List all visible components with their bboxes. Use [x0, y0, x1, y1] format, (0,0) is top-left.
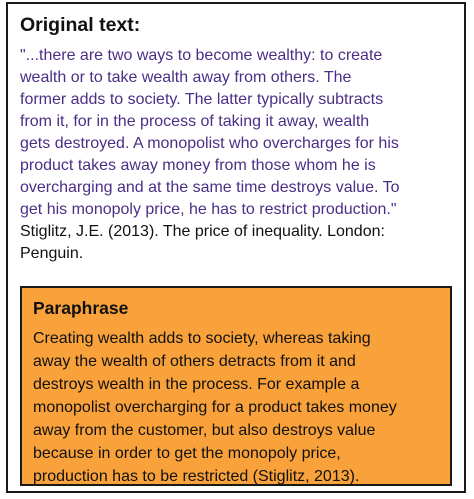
quote-line: get his monopoly price, he has to restrict production." — [20, 201, 397, 218]
paraphrase-panel — [20, 286, 452, 486]
original-quote-block — [20, 45, 399, 265]
paraphrase-line: monopolist overcharging for a product takes money — [33, 399, 397, 416]
quote-line: former adds to society. The latter typically subtracts — [20, 91, 384, 108]
paraphrase-line: destroys wealth in the process. For example a — [33, 376, 360, 393]
quote-line: gets destroyed. A monopolist who overcharges for his — [20, 135, 399, 152]
paraphrase-heading: Paraphrase — [33, 298, 129, 318]
paraphrase-line: away the wealth of others detracts from it and — [33, 353, 356, 370]
quote-line: "...there are two ways to become wealthy: to create — [20, 47, 383, 64]
citation-line: Stiglitz, J.E. (2013). The price of inequality. London: — [20, 223, 385, 240]
paraphrase-line: because in order to get the monopoly price, — [33, 445, 341, 462]
quote-line: overcharging and at the same time destroys value. To — [20, 179, 400, 196]
paraphrase-text-block — [33, 327, 397, 488]
paraphrase-line: away from the customer, but also destroys value — [33, 422, 376, 439]
original-text-panel — [6, 2, 466, 493]
quote-line: product takes away money from those whom he is — [20, 157, 376, 174]
paraphrase-line: production has to be restricted (Stiglitz, 2013). — [33, 468, 360, 485]
citation-line: Penguin. — [20, 245, 84, 262]
quote-line: wealth or to take wealth away from others. The — [20, 69, 352, 86]
quote-line: from it, for in the process of taking it away, wealth — [20, 113, 370, 130]
paraphrase-line: Creating wealth adds to society, whereas taking — [33, 330, 371, 347]
original-text-heading: Original text: — [20, 14, 141, 36]
